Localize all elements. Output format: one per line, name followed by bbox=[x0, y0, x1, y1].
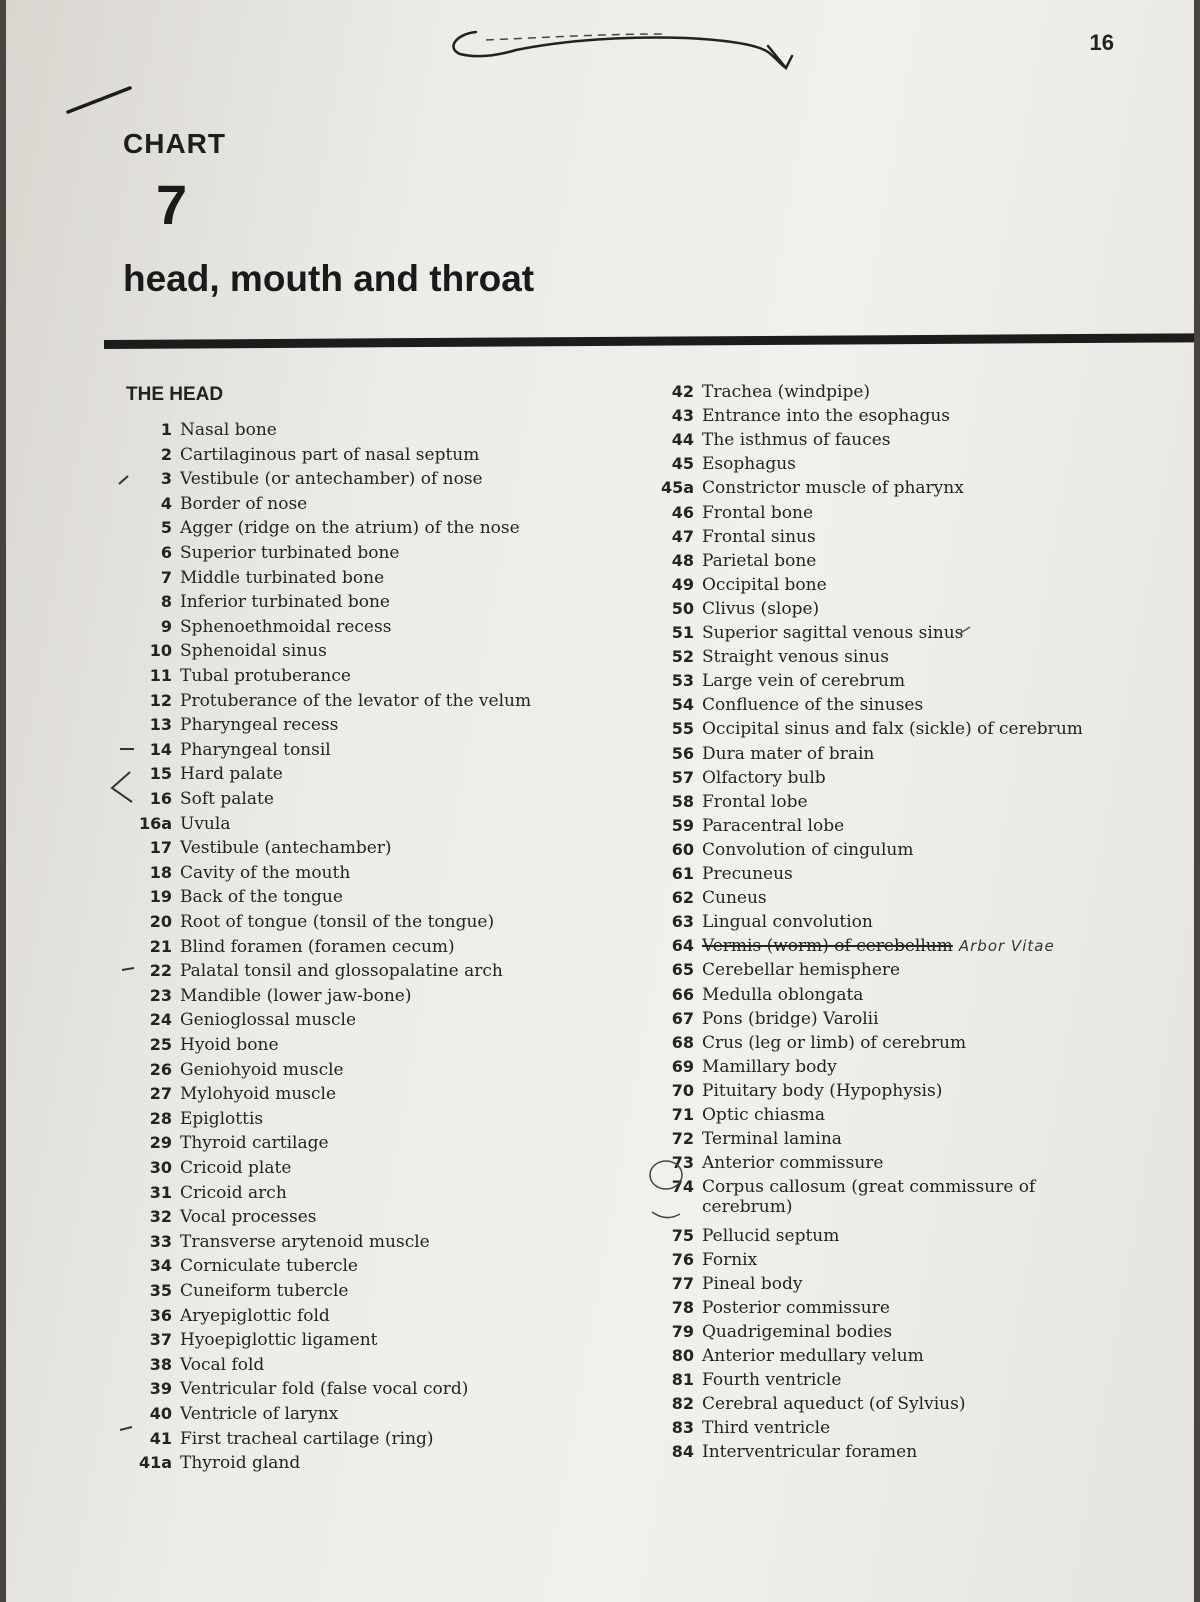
list-item bbox=[658, 671, 905, 691]
list-item bbox=[136, 937, 455, 957]
item-label: Optic chiasma bbox=[702, 1105, 826, 1125]
list-item bbox=[136, 420, 277, 440]
list-item bbox=[136, 986, 412, 1006]
item-label: Hyoepiglottic ligament bbox=[180, 1330, 378, 1351]
list-item bbox=[136, 1429, 434, 1449]
list-item bbox=[136, 1330, 377, 1350]
item-number: 68 bbox=[671, 1032, 694, 1052]
list-item bbox=[136, 789, 274, 809]
section-heading: THE HEAD bbox=[126, 384, 224, 405]
item-number: 77 bbox=[671, 1273, 694, 1293]
item-number: 30 bbox=[149, 1158, 172, 1177]
item-label: Clivus (slope) bbox=[702, 598, 820, 619]
item-label: Border of nose bbox=[180, 493, 308, 514]
item-number: 4 bbox=[160, 493, 172, 513]
item-number: 84 bbox=[671, 1442, 694, 1462]
item-label: Sphenoidal sinus bbox=[180, 641, 327, 662]
item-label: Esophagus bbox=[702, 454, 796, 475]
list-item bbox=[658, 719, 1083, 739]
item-number: 42 bbox=[671, 382, 694, 401]
item-number: 8 bbox=[160, 592, 172, 612]
item-label: Frontal sinus bbox=[702, 526, 816, 547]
item-number: 53 bbox=[671, 671, 694, 691]
list-item bbox=[136, 1183, 287, 1203]
item-number: 55 bbox=[671, 719, 694, 739]
item-number: 18 bbox=[149, 862, 172, 882]
item-label: Cuneiform tubercle bbox=[180, 1281, 349, 1301]
item-number: 65 bbox=[671, 960, 694, 980]
item-number: 59 bbox=[671, 815, 694, 835]
item-number: 15 bbox=[149, 764, 172, 784]
item-label: Palatal tonsil and glossopalatine arch bbox=[180, 961, 503, 982]
list-item bbox=[658, 744, 874, 764]
item-label: Superior sagittal venous sinus bbox=[702, 623, 964, 643]
item-label: Lingual convolution bbox=[702, 912, 873, 933]
list-item bbox=[658, 792, 808, 812]
item-number: 48 bbox=[671, 550, 694, 570]
item-number: 45 bbox=[671, 454, 694, 474]
list-item bbox=[658, 1346, 924, 1366]
item-number: 29 bbox=[149, 1133, 172, 1153]
item-label: Corpus callosum (great commissure of bbox=[702, 1177, 1036, 1198]
item-number: 39 bbox=[149, 1379, 172, 1399]
list-item bbox=[136, 1109, 263, 1129]
item-label: Entrance into the esophagus bbox=[702, 406, 951, 427]
item-number: 23 bbox=[149, 985, 172, 1005]
item-label: Cuneus bbox=[702, 888, 767, 909]
item-number: 31 bbox=[149, 1182, 172, 1202]
list-item bbox=[136, 1281, 348, 1301]
item-number: 14 bbox=[149, 739, 172, 759]
item-label: Olfactory bulb bbox=[702, 767, 826, 788]
item-number: 36 bbox=[149, 1305, 172, 1325]
list-item bbox=[136, 445, 479, 465]
item-number: 27 bbox=[149, 1084, 172, 1104]
list-item bbox=[136, 814, 230, 834]
item-number: 35 bbox=[149, 1281, 172, 1300]
list-item bbox=[658, 768, 826, 788]
item-label: Occipital sinus and falx (sickle) of cerebrum bbox=[702, 719, 1083, 740]
item-label: Inferior turbinated bone bbox=[180, 592, 390, 613]
list-item bbox=[658, 1057, 837, 1077]
item-label: Middle turbinated bone bbox=[180, 567, 385, 588]
item-label: Frontal lobe bbox=[702, 791, 808, 812]
item-number: 50 bbox=[671, 598, 694, 618]
item-label: Mylohyoid muscle bbox=[180, 1084, 337, 1105]
item-label: Uvula bbox=[180, 813, 231, 834]
list-item bbox=[136, 887, 343, 907]
item-label: Cerebellar hemisphere bbox=[702, 960, 901, 981]
list-item bbox=[136, 1084, 336, 1104]
list-item bbox=[136, 1379, 468, 1399]
item-label: Pharyngeal tonsil bbox=[180, 739, 331, 760]
item-label: Precuneus bbox=[702, 864, 793, 884]
chart-number: 7 bbox=[156, 173, 188, 236]
item-label-continuation: cerebrum) bbox=[702, 1197, 793, 1218]
item-label: Blind foramen (foramen cecum) bbox=[180, 936, 455, 957]
item-label: Parietal bone bbox=[702, 550, 817, 571]
item-label: Convolution of cingulum bbox=[702, 839, 914, 860]
item-number: 58 bbox=[671, 791, 694, 811]
item-label: Pineal body bbox=[702, 1273, 803, 1294]
list-item bbox=[136, 740, 331, 760]
item-number: 16a bbox=[138, 813, 172, 833]
item-label: Straight venous sinus bbox=[702, 647, 889, 668]
circle-mark bbox=[646, 1208, 686, 1224]
list-item bbox=[136, 1232, 430, 1252]
item-label: Cerebral aqueduct (of Sylvius) bbox=[702, 1394, 966, 1415]
list-item bbox=[658, 551, 816, 571]
item-number: 64 bbox=[671, 936, 694, 956]
list-item bbox=[136, 1158, 291, 1178]
item-label: Pituitary body (Hypophysis) bbox=[702, 1080, 943, 1101]
item-number: 7 bbox=[160, 567, 172, 587]
list-item bbox=[658, 1322, 892, 1342]
item-number: 13 bbox=[149, 715, 172, 735]
item-number: 56 bbox=[671, 743, 694, 763]
item-number: 21 bbox=[149, 936, 172, 956]
list-item bbox=[658, 382, 870, 402]
list-item bbox=[136, 592, 390, 612]
item-number: 24 bbox=[149, 1010, 172, 1030]
list-item bbox=[136, 1060, 344, 1080]
item-number: 46 bbox=[671, 502, 694, 522]
item-number: 37 bbox=[149, 1330, 172, 1350]
list-item bbox=[136, 543, 399, 563]
list-item bbox=[658, 647, 889, 667]
list-item bbox=[136, 691, 531, 711]
item-label: Mamillary body bbox=[702, 1056, 837, 1077]
item-number: 54 bbox=[671, 695, 694, 715]
list-item bbox=[658, 695, 923, 715]
list-item bbox=[136, 863, 350, 883]
item-number: 45a bbox=[660, 478, 694, 498]
list-item bbox=[658, 1177, 1035, 1217]
list-item bbox=[658, 840, 913, 860]
list-item bbox=[136, 1256, 358, 1276]
item-number: 12 bbox=[149, 690, 172, 710]
item-label: Dura mater of brain bbox=[702, 743, 875, 764]
item-label: Cavity of the mouth bbox=[180, 862, 351, 883]
item-label: The isthmus of fauces bbox=[702, 430, 891, 451]
item-label: Paracentral lobe bbox=[702, 815, 845, 836]
item-label: Nasal bone bbox=[180, 420, 277, 440]
list-item bbox=[658, 985, 863, 1005]
list-item bbox=[658, 1153, 883, 1173]
list-item bbox=[136, 838, 392, 858]
margin-dash-mark bbox=[118, 964, 138, 974]
item-label: Mandible (lower jaw-bone) bbox=[180, 985, 412, 1006]
item-number: 34 bbox=[149, 1256, 172, 1276]
item-label: Transverse arytenoid muscle bbox=[180, 1231, 430, 1252]
item-label: Pons (bridge) Varolii bbox=[702, 1008, 879, 1029]
item-number: 82 bbox=[671, 1394, 694, 1414]
item-number: 22 bbox=[149, 961, 172, 981]
item-label: Quadrigeminal bodies bbox=[702, 1321, 893, 1342]
list-item bbox=[658, 503, 813, 523]
list-item bbox=[658, 864, 793, 884]
list-item bbox=[658, 527, 816, 547]
list-item bbox=[658, 912, 873, 932]
item-number: 25 bbox=[149, 1035, 172, 1054]
item-label: Anterior medullary velum bbox=[702, 1346, 924, 1366]
item-label: Hard palate bbox=[180, 764, 283, 785]
list-item bbox=[136, 764, 283, 784]
item-number: 76 bbox=[671, 1249, 694, 1269]
pen-scribble bbox=[446, 18, 806, 78]
list-item bbox=[658, 1033, 966, 1053]
item-number: 83 bbox=[671, 1418, 694, 1438]
list-item bbox=[136, 1010, 356, 1030]
item-label: Geniohyoid muscle bbox=[180, 1059, 344, 1080]
item-label: Large vein of cerebrum bbox=[702, 671, 906, 692]
item-number: 52 bbox=[671, 647, 694, 667]
item-label: Trachea (windpipe) bbox=[702, 382, 871, 402]
item-label: Hyoid bone bbox=[180, 1035, 279, 1055]
item-number: 44 bbox=[671, 430, 694, 450]
item-label: Fourth ventricle bbox=[702, 1370, 842, 1391]
item-number: 28 bbox=[149, 1108, 172, 1128]
pen-tick-mark bbox=[64, 82, 144, 122]
list-item bbox=[136, 568, 384, 588]
list-item bbox=[658, 623, 963, 643]
item-label: Vermis (worm) of cerebellum bbox=[702, 936, 953, 957]
item-label: Ventricular fold (false vocal cord) bbox=[180, 1379, 469, 1400]
item-label: Protuberance of the levator of the velum bbox=[180, 690, 532, 711]
item-number: 3 bbox=[160, 469, 172, 489]
list-item bbox=[658, 575, 827, 595]
item-label: First tracheal cartilage (ring) bbox=[180, 1428, 434, 1449]
item-label: Corniculate tubercle bbox=[180, 1256, 358, 1277]
list-item bbox=[658, 454, 796, 474]
list-item bbox=[658, 1081, 942, 1101]
item-label: Cricoid arch bbox=[180, 1182, 287, 1203]
list-item bbox=[136, 1133, 329, 1153]
chart-label: CHART bbox=[123, 128, 226, 159]
item-label: Frontal bone bbox=[702, 502, 814, 523]
item-number: 79 bbox=[671, 1321, 694, 1341]
item-number: 66 bbox=[671, 984, 694, 1004]
list-item bbox=[136, 494, 307, 514]
list-item bbox=[658, 1226, 839, 1246]
page-number: 16 bbox=[1089, 30, 1114, 55]
list-item bbox=[136, 617, 391, 637]
list-item bbox=[658, 1250, 757, 1270]
item-label: Vestibule (antechamber) bbox=[180, 838, 392, 859]
item-number: 40 bbox=[149, 1404, 172, 1423]
item-label: Tubal protuberance bbox=[180, 666, 351, 686]
list-item bbox=[136, 469, 483, 489]
item-number: 11 bbox=[149, 666, 172, 685]
item-label: Soft palate bbox=[180, 789, 274, 809]
item-label: Pellucid septum bbox=[702, 1225, 840, 1246]
item-number: 26 bbox=[149, 1059, 172, 1079]
margin-dash-mark bbox=[118, 744, 138, 754]
list-item bbox=[136, 518, 520, 538]
list-item bbox=[136, 1306, 330, 1326]
margin-dash-mark bbox=[116, 1424, 136, 1434]
chart-title: head, mouth and throat bbox=[123, 258, 535, 299]
item-number: 62 bbox=[671, 888, 694, 908]
item-number: 5 bbox=[160, 518, 172, 538]
list-item bbox=[136, 715, 338, 735]
list-item bbox=[658, 1370, 841, 1390]
item-number: 19 bbox=[149, 887, 172, 907]
list-item bbox=[658, 816, 844, 836]
item-label: Terminal lamina bbox=[702, 1129, 842, 1150]
item-number: 67 bbox=[671, 1008, 694, 1028]
list-item bbox=[658, 1129, 842, 1149]
item-number: 51 bbox=[671, 623, 694, 642]
item-label: Ventricle of larynx bbox=[180, 1404, 339, 1424]
item-label: Agger (ridge on the atrium) of the nose bbox=[180, 518, 520, 539]
item-label: Anterior commissure bbox=[702, 1153, 884, 1174]
list-item bbox=[658, 478, 964, 498]
item-label: Medulla oblongata bbox=[702, 984, 864, 1005]
item-number: 32 bbox=[149, 1207, 172, 1227]
list-item bbox=[658, 960, 900, 980]
list-item bbox=[658, 1105, 825, 1125]
item-number: 73 bbox=[671, 1153, 694, 1173]
list-item bbox=[658, 1394, 965, 1414]
list-item bbox=[658, 1274, 802, 1294]
item-label: Vocal processes bbox=[180, 1207, 317, 1228]
item-number: 63 bbox=[671, 912, 694, 932]
item-label: Posterior commissure bbox=[702, 1297, 890, 1318]
list-item bbox=[658, 406, 950, 426]
item-number: 49 bbox=[671, 574, 694, 594]
list-item bbox=[136, 666, 351, 686]
item-label: Aryepiglottic fold bbox=[180, 1305, 330, 1326]
item-label: Epiglottis bbox=[180, 1108, 264, 1129]
item-label: Constrictor muscle of pharynx bbox=[702, 478, 964, 499]
item-number: 10 bbox=[149, 641, 172, 661]
item-number: 1 bbox=[160, 420, 172, 439]
item-number: 43 bbox=[671, 406, 694, 426]
item-label: Cartilaginous part of nasal septum bbox=[180, 444, 480, 465]
item-label: Sphenoethmoidal recess bbox=[180, 616, 392, 637]
circle-mark bbox=[646, 1158, 686, 1192]
list-item bbox=[136, 1404, 338, 1424]
item-number: 6 bbox=[160, 543, 172, 562]
item-label: Occipital bone bbox=[702, 574, 827, 595]
margin-check-mark bbox=[956, 624, 976, 638]
item-number: 69 bbox=[671, 1056, 694, 1076]
item-number: 33 bbox=[149, 1231, 172, 1251]
item-label: Thyroid cartilage bbox=[180, 1133, 329, 1154]
item-number: 60 bbox=[671, 839, 694, 859]
handwritten-note: Arbor Vitae bbox=[958, 937, 1055, 956]
item-label: Thyroid gland bbox=[180, 1453, 301, 1474]
item-label: Interventricular foramen bbox=[702, 1442, 918, 1463]
item-label: Genioglossal muscle bbox=[180, 1010, 357, 1031]
item-number: 2 bbox=[160, 444, 172, 464]
margin-bracket-mark bbox=[106, 768, 136, 808]
list-item bbox=[658, 599, 819, 619]
item-number: 78 bbox=[671, 1297, 694, 1317]
list-item bbox=[658, 1418, 830, 1438]
item-number: 41a bbox=[138, 1453, 172, 1473]
item-number: 47 bbox=[671, 526, 694, 546]
item-label: Third ventricle bbox=[702, 1418, 831, 1439]
list-item bbox=[658, 936, 1055, 956]
heading-rule bbox=[104, 333, 1194, 349]
item-label: Fornix bbox=[702, 1249, 758, 1270]
document-page bbox=[6, 0, 1194, 1602]
item-number: 81 bbox=[671, 1370, 694, 1390]
list-item bbox=[136, 1035, 279, 1055]
list-item bbox=[136, 1207, 317, 1227]
list-item bbox=[658, 1442, 917, 1462]
item-number: 74 bbox=[671, 1177, 694, 1197]
list-item bbox=[658, 888, 767, 908]
list-item bbox=[136, 961, 503, 981]
item-number: 17 bbox=[149, 838, 172, 858]
item-label: Root of tongue (tonsil of the tongue) bbox=[180, 912, 495, 932]
list-item bbox=[136, 1453, 300, 1473]
item-label: Crus (leg or limb) of cerebrum bbox=[702, 1032, 967, 1053]
item-label: Confluence of the sinuses bbox=[702, 695, 924, 716]
list-item bbox=[658, 1298, 890, 1318]
item-number: 70 bbox=[671, 1080, 694, 1100]
item-number: 20 bbox=[149, 912, 172, 931]
item-number: 38 bbox=[149, 1354, 172, 1374]
item-number: 75 bbox=[671, 1225, 694, 1245]
item-number: 57 bbox=[671, 767, 694, 787]
item-label: Vocal fold bbox=[180, 1354, 265, 1375]
list-item bbox=[658, 1009, 879, 1029]
item-label: Pharyngeal recess bbox=[180, 715, 339, 736]
list-item bbox=[136, 1355, 264, 1375]
item-label: Back of the tongue bbox=[180, 887, 343, 908]
list-item bbox=[136, 641, 327, 661]
item-number: 9 bbox=[160, 616, 172, 636]
margin-check-mark bbox=[116, 472, 136, 488]
list-item bbox=[658, 430, 891, 450]
item-label: Cricoid plate bbox=[180, 1158, 292, 1178]
item-label: Superior turbinated bone bbox=[180, 543, 400, 563]
item-number: 61 bbox=[671, 864, 694, 883]
item-number: 41 bbox=[149, 1428, 172, 1448]
item-number: 72 bbox=[671, 1129, 694, 1149]
list-item bbox=[136, 912, 494, 932]
item-number: 71 bbox=[671, 1105, 694, 1124]
item-number: 80 bbox=[671, 1346, 694, 1365]
item-label: Vestibule (or antechamber) of nose bbox=[180, 469, 483, 490]
item-number: 16 bbox=[149, 789, 172, 808]
